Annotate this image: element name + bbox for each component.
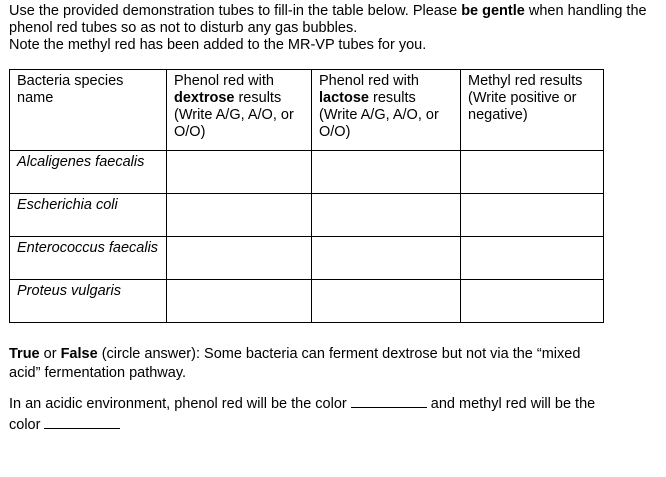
table-row [10, 237, 604, 280]
question-text-cont: and methyl red will be the color [9, 396, 596, 433]
table-header-row [10, 70, 604, 151]
species-cell: Enterococcus faecalis [10, 237, 167, 280]
header-text: Methyl red results (Write positive or negative) [468, 73, 583, 123]
dextrose-result-cell[interactable] [167, 280, 312, 323]
color-question [9, 393, 609, 435]
species-cell: Escherichia coli [10, 194, 167, 237]
methyl-red-result-cell[interactable] [461, 237, 604, 280]
instructions [9, 3, 659, 54]
table-row [10, 194, 604, 237]
methyl-red-result-cell[interactable] [461, 151, 604, 194]
false-option[interactable]: False [60, 346, 98, 362]
question-text: In an acidic environment, phenol red will be the color [9, 396, 351, 412]
question-text: (circle answer): Some bacteria can ferment dextrose but not via the “mixed acid” fermentation pathway. [9, 346, 581, 381]
lactose-result-cell[interactable] [312, 151, 461, 194]
table-row [10, 280, 604, 323]
header-bold-text: lactose [319, 90, 369, 106]
instructions-text-cont: when handling the phenol red tubes so as not to disturb any gas bubbles. [9, 3, 647, 36]
instructions-text: Use the provided demonstration tubes to fill-in the table below. Please [9, 3, 462, 19]
header-bacteria-species [10, 70, 167, 151]
methyl-red-color-blank[interactable] [44, 414, 120, 429]
phenol-red-color-blank[interactable] [351, 393, 427, 408]
species-cell: Alcaligenes faecalis [10, 151, 167, 194]
true-option[interactable]: True [9, 346, 40, 362]
true-false-question [9, 345, 609, 383]
dextrose-result-cell[interactable] [167, 151, 312, 194]
table-row [10, 151, 604, 194]
methyl-red-result-cell[interactable] [461, 194, 604, 237]
header-text: results (Write A/G, A/O, or O/O) [319, 90, 439, 140]
dextrose-result-cell[interactable] [167, 237, 312, 280]
results-table [9, 69, 604, 323]
instructions-bold-text: be gentle [461, 3, 525, 19]
lactose-result-cell[interactable] [312, 280, 461, 323]
header-methyl-red [461, 70, 604, 151]
header-text: Bacteria species name [17, 73, 124, 106]
instructions-note: Note the methyl red has been added to the MR-VP tubes for you. [9, 37, 427, 53]
or-text: or [39, 346, 61, 362]
header-text: results (Write A/G, A/O, or O/O) [174, 90, 294, 140]
lactose-result-cell[interactable] [312, 194, 461, 237]
header-bold-text: dextrose [174, 90, 235, 106]
instructions-paragraph [9, 3, 659, 37]
dextrose-result-cell[interactable] [167, 194, 312, 237]
header-text: Phenol red with [174, 73, 274, 89]
species-cell: Proteus vulgaris [10, 280, 167, 323]
header-phenol-red-dextrose [167, 70, 312, 151]
header-text: Phenol red with [319, 73, 419, 89]
header-phenol-red-lactose [312, 70, 461, 151]
lactose-result-cell[interactable] [312, 237, 461, 280]
methyl-red-result-cell[interactable] [461, 280, 604, 323]
